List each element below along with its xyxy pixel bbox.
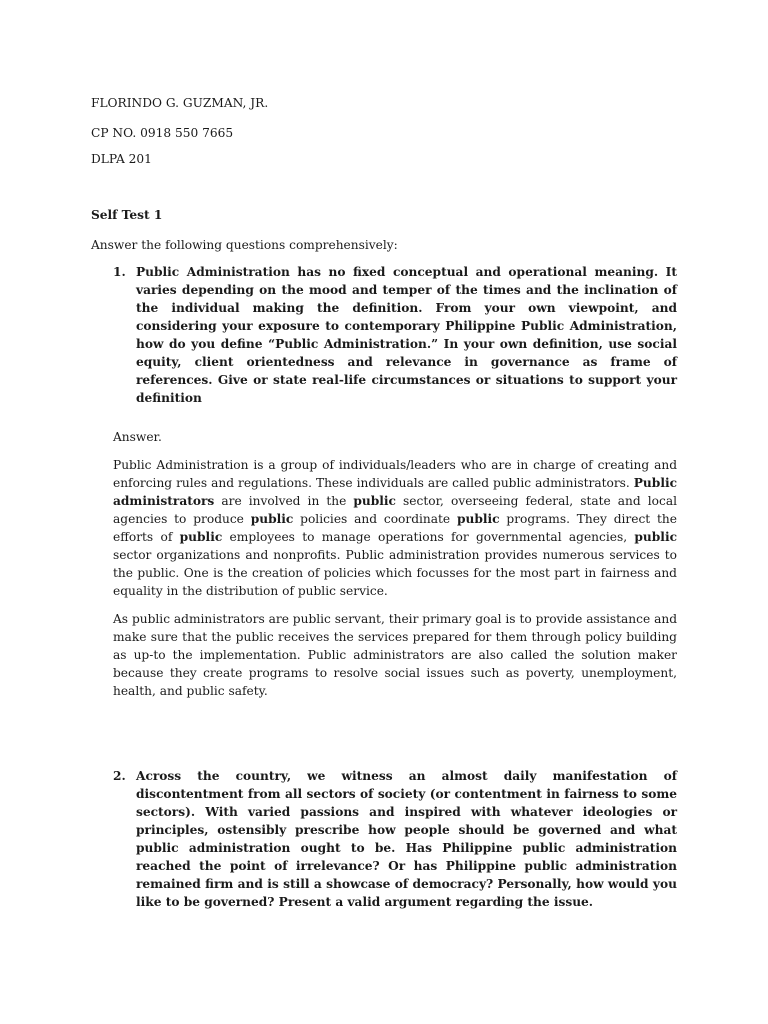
- answer-text: sector organizations and nonprofits. Public administration provides numerous services to the public. One is the creation of policies which focusses for the most part in fairness and equality in the distribution of public service.: [113, 548, 677, 598]
- answer-bold-text: public: [353, 494, 396, 508]
- instruction-text: Answer the following questions comprehensively:: [91, 238, 398, 252]
- course-code: DLPA 201: [91, 152, 152, 166]
- answer-bold-text: public: [179, 530, 223, 544]
- answer-label: Answer.: [113, 430, 162, 444]
- answer-text: Public Administration is a group of individuals/leaders who are in charge of creating and enforcing rules and regulations. These individuals are called public administrators.: [113, 458, 677, 490]
- question-1: [113, 263, 677, 407]
- question-number: 1.: [113, 265, 126, 279]
- answer-text: programs. They direct the efforts of: [113, 512, 677, 544]
- answer-paragraph-1: [113, 456, 677, 600]
- answer-text: are involved in the: [214, 494, 354, 508]
- author-name: FLORINDO G. GUZMAN, JR.: [91, 96, 269, 110]
- answer-bold-text: public: [250, 512, 294, 526]
- question-2: [113, 767, 677, 911]
- question-text: Public Administration has no fixed conceptual and operational meaning. It varies depending on the mood and temper of the times and the inclination of the individual making the definition. From your own viewpoint, and considering your exposure to contemporary Philippine Public Administration, how do you define “Public Administration.” In your own definition, use social equity, client orientedness and relevance in governance as frame of references. Give or state real-life circumstances or situations to support your definition: [136, 265, 677, 405]
- answer-bold-text: public: [634, 530, 677, 544]
- contact-number: CP NO. 0918 550 7665: [91, 126, 234, 140]
- question-number: 2.: [113, 769, 126, 783]
- question-text: Across the country, we witness an almost daily manifestation of discontentment from all sectors of society (or contentment in fairness to some sectors). With varied passions and inspired with whatever ideologies or principles, ostensibly prescribe how people should be governed and what public administration ought to be. Has Philippine public administration reached the point of irrelevance? Or has Philippine public administration remained firm and is still a showcase of democracy? Personally, how would you like to be governed? Present a valid argument regarding the issue.: [136, 769, 677, 909]
- answer-text: policies and coordinate: [293, 512, 457, 526]
- answer-bold-text: Public administrators: [113, 476, 677, 508]
- answer-text: sector, overseeing federal, state and local agencies to produce: [113, 494, 677, 526]
- self-test-title: Self Test 1: [91, 208, 163, 222]
- answer-bold-text: public: [456, 512, 500, 526]
- answer-paragraph-2: As public administrators are public servant, their primary goal is to provide assistance and make sure that the public receives the services prepared for them through policy building as up-to the implementation. Public administrators are also called the solution maker because they create programs to resolve social issues such as poverty, unemployment, health, and public safety.: [113, 612, 677, 698]
- answer-text: employees to manage operations for governmental agencies,: [222, 530, 635, 544]
